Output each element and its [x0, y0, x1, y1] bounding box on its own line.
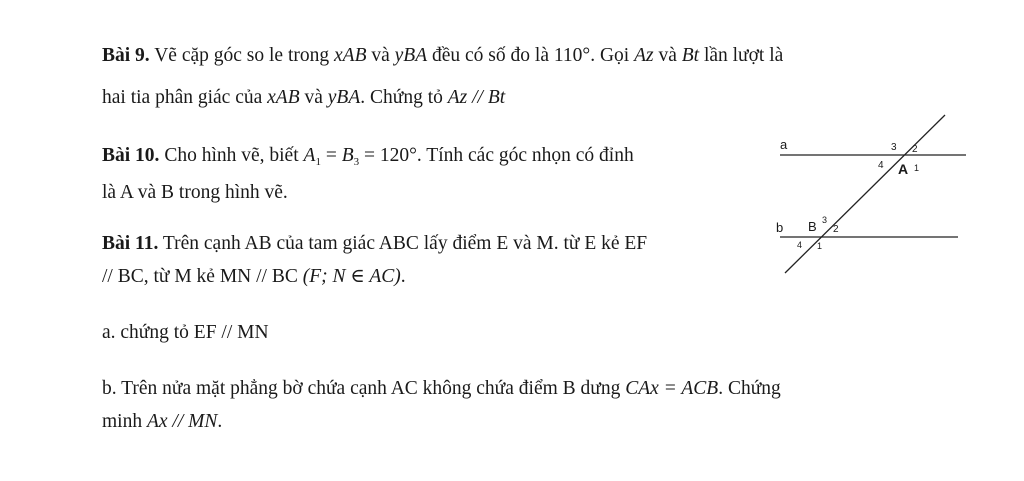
angle-b3: 3 — [822, 215, 828, 225]
bai9-line2 — [102, 86, 505, 110]
eq-a: A — [303, 145, 316, 166]
bai11-line2 — [102, 265, 406, 289]
bai9-text: và — [366, 45, 395, 66]
transversal-line — [785, 115, 945, 273]
bai9-text: lần lượt là — [699, 45, 784, 66]
bai9-conclusion: Az // Bt — [447, 87, 506, 108]
bai11-text: b. Trên nửa mặt phẳng bờ chứa cạnh AC không chứa điểm B dưng — [102, 378, 626, 399]
bai11-text: minh — [102, 411, 147, 432]
point-b: B — [808, 219, 817, 234]
bai11-math: (F; N ∈ AC) — [302, 266, 401, 287]
angle-a2: 2 — [912, 144, 918, 155]
label-b: b — [776, 220, 784, 235]
bai11-math: Ax // MN — [146, 411, 218, 432]
parallel-lines-figure — [770, 108, 970, 278]
bai9-label: Bài 9. — [102, 45, 150, 66]
ray-bt: Bt — [681, 45, 700, 66]
bai9-text: . Chứng tỏ — [360, 87, 448, 108]
bai10-label: Bài 10. — [102, 145, 160, 166]
angle-measure: 110° — [553, 45, 591, 66]
label-a: a — [780, 137, 788, 152]
bai9-line1 — [102, 44, 783, 68]
angle-a1: 1 — [914, 163, 920, 173]
bai11-text: // BC, từ M kẻ MN // BC — [102, 266, 303, 287]
eq-a-sub: 1 — [315, 156, 321, 168]
bai10-text: là A và B trong hình vẽ. — [102, 182, 288, 203]
angle-yba: yBA — [394, 45, 428, 66]
bai11-text: . — [217, 411, 223, 432]
bai10-line2 — [102, 181, 288, 205]
eq-b: B — [341, 145, 354, 166]
ray-az: Az — [634, 45, 654, 66]
bai9-text: Vẽ cặp góc so le trong — [149, 45, 334, 66]
bai9-text: hai tia phân giác của — [102, 87, 268, 108]
bai11-part-b-line1 — [102, 377, 781, 401]
bai9-text: . Gọi — [590, 45, 635, 66]
angle-b1: 1 — [817, 241, 823, 251]
bai10-line1 — [102, 144, 634, 174]
angle-a3: 3 — [891, 142, 897, 153]
eq-b-sub: 3 — [353, 156, 360, 168]
bai11-label: Bài 11. — [102, 233, 159, 254]
eq-sign: = — [320, 145, 342, 166]
angle-xab: xAB — [267, 87, 300, 108]
bai11-text: Trên cạnh AB của tam giác ABC lấy điểm E và M. từ E kẻ EF — [158, 233, 648, 254]
bai9-text: và — [653, 45, 682, 66]
bai11-part-b-line2 — [102, 410, 222, 434]
bai11-part-a — [102, 321, 269, 345]
bai11-text: a. chứng tỏ EF // MN — [102, 322, 269, 343]
bai9-text: và — [299, 87, 328, 108]
angle-b2: 2 — [833, 224, 839, 235]
bai11-line1 — [102, 232, 647, 256]
angle-b4: 4 — [797, 240, 803, 250]
bai11-text: . Chứng — [718, 378, 781, 399]
eq-value: = 120° — [359, 145, 417, 166]
point-a: A — [898, 161, 909, 177]
angle-yba: yBA — [327, 87, 361, 108]
bai11-text: . — [400, 266, 406, 287]
bai9-text: đều có số đo là — [427, 45, 554, 66]
bai11-math: CAx = ACB — [625, 378, 719, 399]
bai10-text: . Tính các góc nhọn có đỉnh — [416, 145, 634, 166]
angle-a4: 4 — [878, 160, 884, 171]
angle-xab: xAB — [334, 45, 367, 66]
bai10-text: Cho hình vẽ, biết — [159, 145, 304, 166]
